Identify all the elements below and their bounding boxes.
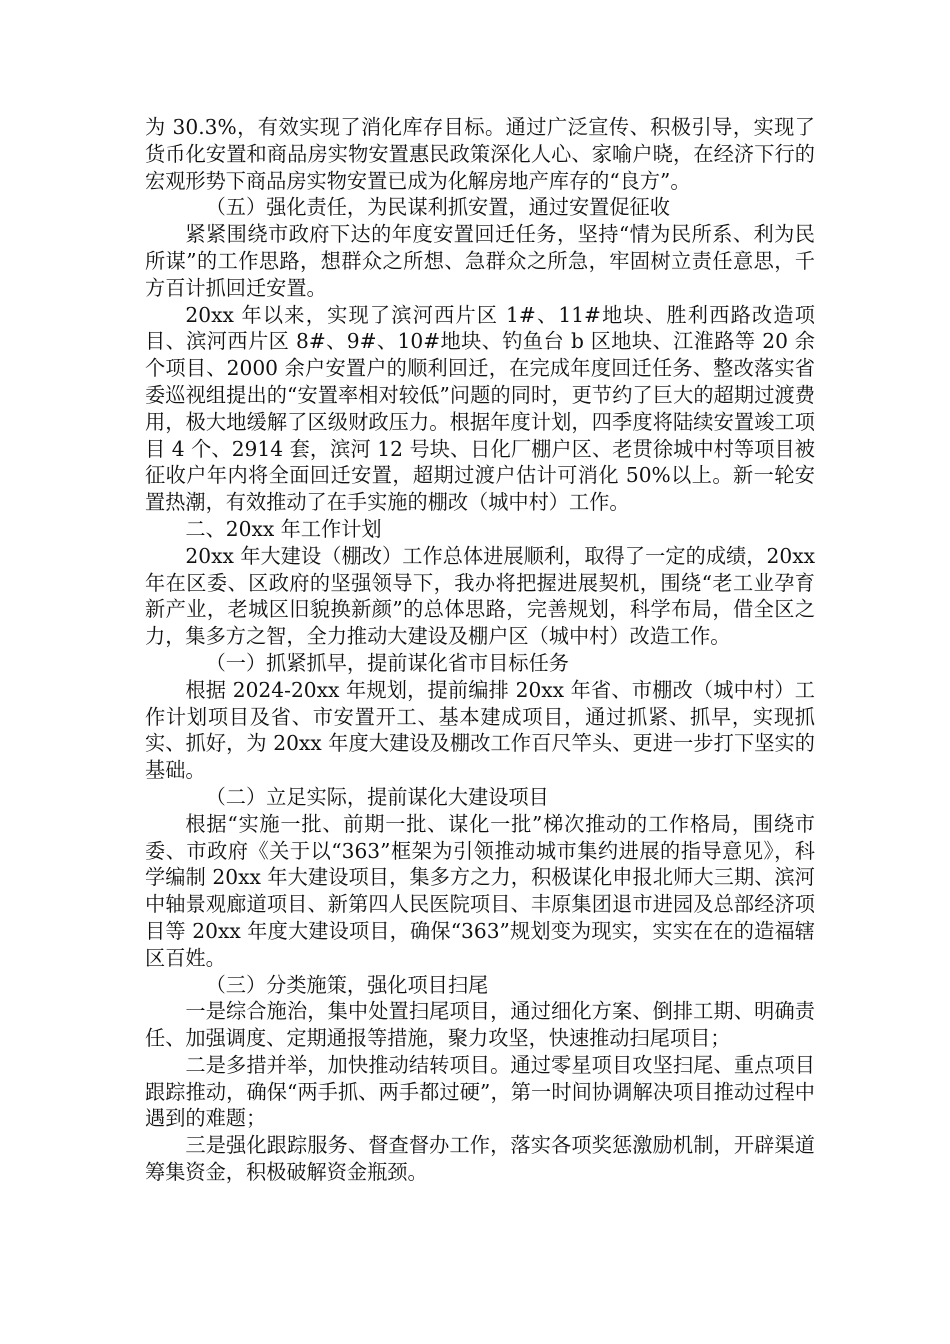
section-heading: （三）分类施策，强化项目扫尾 bbox=[205, 972, 489, 997]
paragraph: 20xx 年以来，实现了滨河西片区 1#、11#地块、胜利西路改造项目、滨河西片区 8#、9#、10#地块、钓鱼台 b 区地块、江淮路等 20 余个项目、2000 余户安置户的顺利回迁，在完成年度回迁任务、整改落实省委巡视组提出的“安置率相对较低”问题的同时，更节约了巨大的超期过渡费用，极大地缓解了区级财政压力。根据年度计划，四季度将陆续安置竣工项目 4 个、2914 套，滨河 12 号块、日化厂棚户区、老贯徐城中村等项目被征收户年内将全面回迁安置，超期过渡户估计可消化 50%以上。新一轮安置热潮，有效推动了在手实施的棚改（城中村）工作。 bbox=[145, 302, 815, 515]
paragraph: 20xx 年大建设（棚改）工作总体进展顺利，取得了一定的成绩，20xx 年在区委、区政府的坚强领导下，我办将把握进展契机，围绕“老工业孕育新产业，老城区旧貌换新颜”的总体思路，完善规划，科学布局，借全区之力，集多方之智，全力推动大建设及棚户区（城中村）改造工作。 bbox=[145, 543, 815, 649]
section-heading: （二）立足实际，提前谋化大建设项目 bbox=[205, 784, 549, 809]
paragraph: 一是综合施治，集中处置扫尾项目，通过细化方案、倒排工期、明确责任、加强调度、定期通报等措施，聚力攻坚，快速推动扫尾项目； bbox=[145, 999, 815, 1051]
section-heading: 二、20xx 年工作计划 bbox=[185, 516, 382, 541]
section-heading: （一）抓紧抓早，提前谋化省市目标任务 bbox=[205, 650, 569, 675]
paragraph: 根据 2024-20xx 年规划，提前编排 20xx 年省、市棚改（城中村）工作计划项目及省、市安置开工、基本建成项目，通过抓紧、抓早，实现抓实、抓好，为 20xx 年度大建设及棚改工作百尺竿头、更进一步打下坚实的基础。 bbox=[145, 677, 815, 783]
paragraph: 紧紧围绕市政府下达的年度安置回迁任务，坚持“情为民所系、利为民所谋”的工作思路，想群众之所想、急群众之所急，牢固树立责任意思，千方百计抓回迁安置。 bbox=[145, 222, 815, 300]
paragraph: 二是多措并举，加快推动结转项目。通过零星项目攻坚扫尾、重点项目跟踪推动，确保“两手抓、两手都过硬”，第一时间协调解决项目推动过程中遇到的难题； bbox=[145, 1052, 815, 1131]
document-page bbox=[145, 114, 815, 1186]
section-heading: （五）强化责任，为民谋利抓安置，通过安置促征收 bbox=[205, 195, 670, 220]
paragraph: 为 30.3%，有效实现了消化库存目标。通过广泛宣传、积极引导，实现了货币化安置和商品房实物安置惠民政策深化人心、家喻户晓，在经济下行的宏观形势下商品房实物安置已成为化解房地产库存的“良方”。 bbox=[145, 115, 815, 193]
paragraph: 三是强化跟踪服务、督查督办工作，落实各项奖惩激励机制，开辟渠道筹集资金，积极破解资金瓶颈。 bbox=[145, 1133, 815, 1185]
paragraph: 根据“实施一批、前期一批、谋化一批”梯次推动的工作格局，围绕市委、市政府《关于以“363”框架为引领推动城市集约进展的指导意见》，科学编制 20xx 年大建设项目，集多方之力，积极谋化申报北师大三期、滨河中轴景观廊道项目、新第四人民医院项目、丰原集团退市进园及总部经济项目等 20xx 年度大建设项目，确保“363”规划变为现实，实实在在的造福辖区百姓。 bbox=[145, 811, 815, 970]
